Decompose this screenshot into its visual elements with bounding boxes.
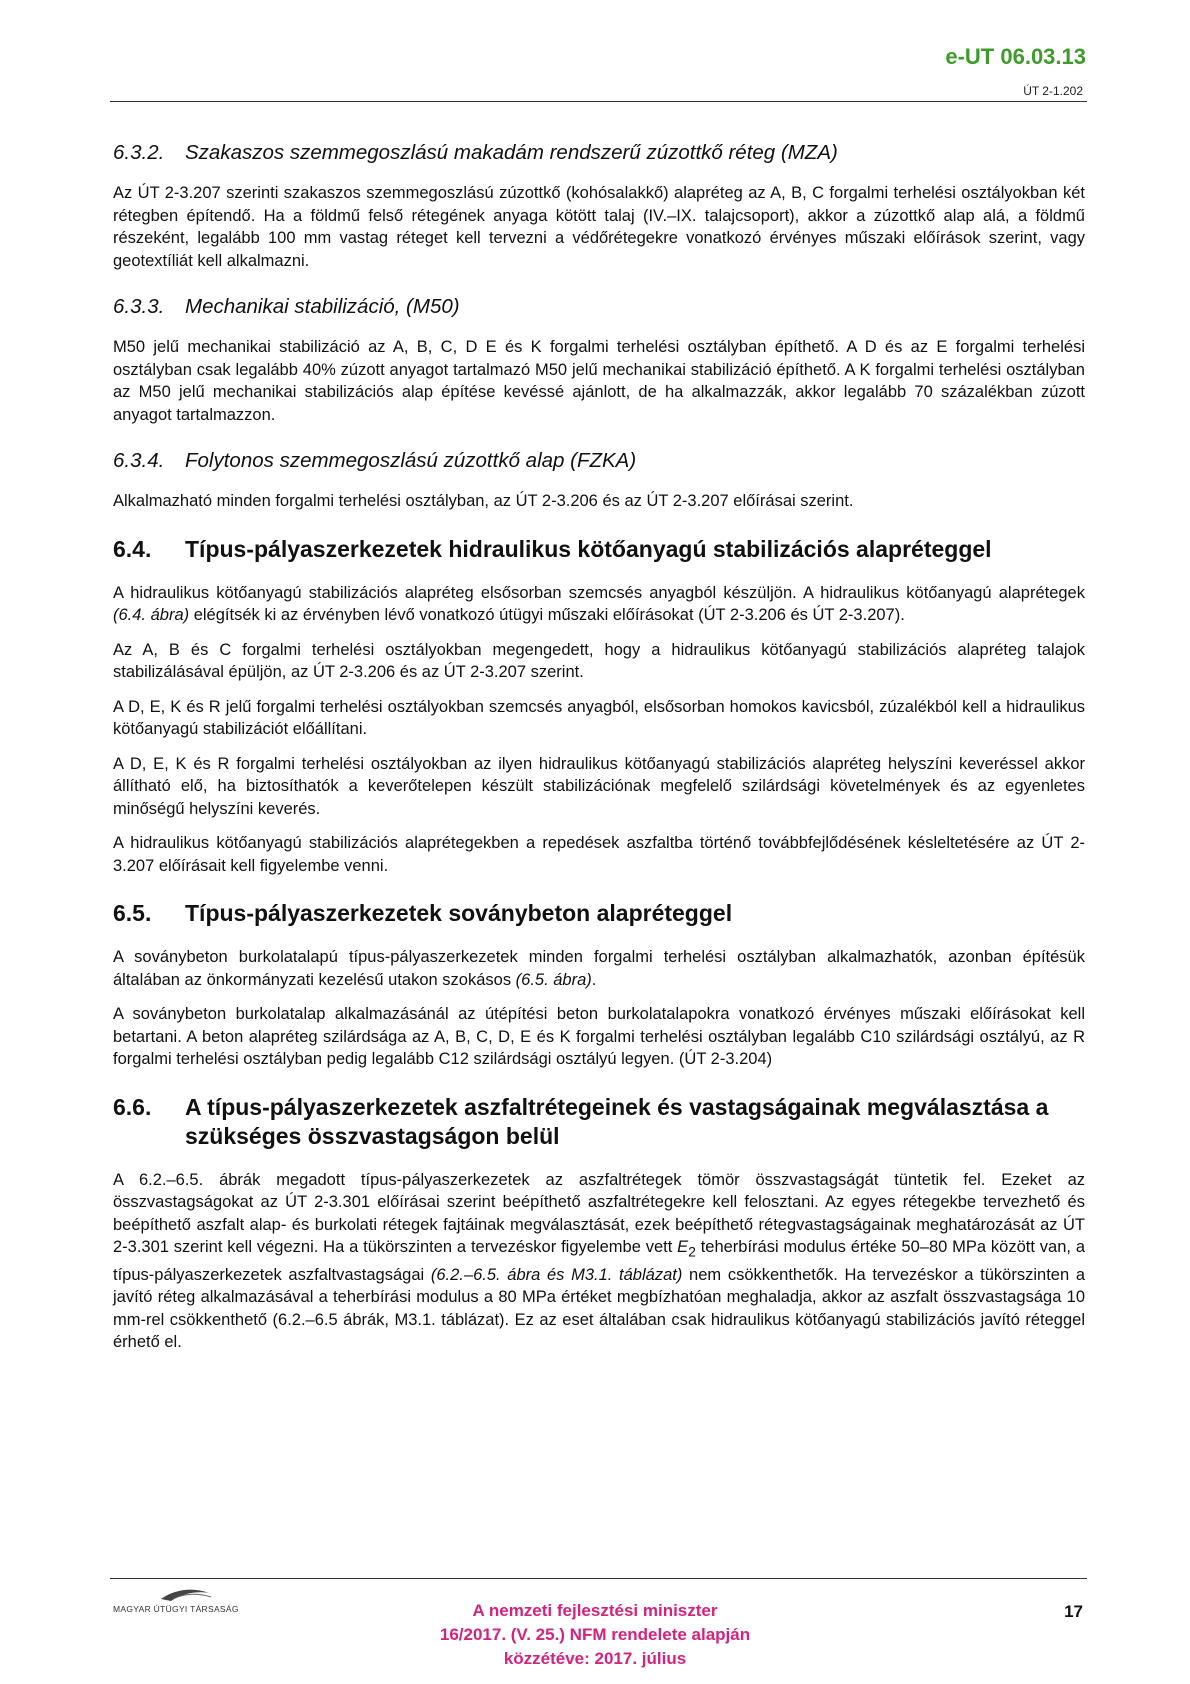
section-heading-6-3-2: 6.3.2. Szakaszos szemmegoszlású makadám rendszerű zúzottkő réteg (MZA): [113, 141, 838, 164]
paragraph: A hidraulikus kötőanyagú stabilizációs alapréteg elsősorban szemcsés anyagból készüljön. A hidraulikus kötőanyagú alaprétegek (6.4. ábra) elégítsék ki az érvényben lévő vonatkozó útügyi műszaki előírásokat (ÚT 2-3.206 és ÚT 2-3.207).: [113, 583, 1085, 624]
header-divider: [110, 101, 1087, 102]
paragraph: A D, E, K és R forgalmi terhelési osztályokban az ilyen hidraulikus kötőanyagú stabilizációs alapréteg helyszíni keveréssel akkor állítható elő, ha biztosíthatók a keverőtelepen készült stabilizációnak megfelelő szilárdsági követelmények és az egyenletes minőségű helyszíni keverés.: [113, 754, 1085, 818]
paragraph: A 6.2.–6.5. ábrák megadott típus-pályaszerkezetek az aszfaltrétegek tömör összvastagságát tüntetik fel. Ezeket az összvastagságokat az ÚT 2-3.301 előírásai szerint beépíthető aszfaltrétegekre kell felosztani. Az egyes rétegekbe tervezhető és beépíthető aszfalt alap- és burkolati rétegek fajtáinak megválasztását, ezek beépíthető rétegvastagságainak meghatározását az ÚT 2-3.301 szerint kell végezni. Ha a tükörszinten a tervezéskor figyelembe vett $E_2$ teherbírási modulus értéke 50–80 MPa között van, a típus-pályaszerkezetek aszfaltvastagságai (6.2.–6.5. ábra és M3.1. táblázat) nem csökkenthetők. Ha tervezéskor a tükörszinten a javító réteg alkalmazásával a teherbírási modulus a 80 MPa értéket megbízhatóan meghaladja, akkor az aszfalt összvastagsága 10 mm-rel csökkenthető (6.2.–6.5 ábrák, M3.1. táblázat). Ez az eset általában csak hidraulikus kötőanyagú stabilizációs javító réteggel érhető el.: [113, 1170, 1085, 1352]
section-heading-6-3-4: 6.3.4. Folytonos szemmegoszlású zúzottkő alap (FZKA): [113, 449, 637, 472]
document-code: e-UT 06.03.13: [945, 44, 1086, 69]
paragraph: A hidraulikus kötőanyagú stabilizációs alaprétegekben a repedések aszfaltba történő továbbfejlődésének késleltetésére az ÚT 2-3.207 előírásait kell figyelembe venni.: [113, 834, 1085, 875]
paragraph: Az ÚT 2-3.207 szerinti szakaszos szemmegoszlású zúzottkő (kohósalakkő) alapréteg az A, B, C forgalmi terhelési osztályokban két rétegben építendő. Ha a földmű felső rétegének anyaga kötött talaj (IV.–IX. talajcsoport), akkor a zúzottkő alap alá, a földmű részeként, legalább 100 mm vastag réteget kell tervezni a védőrétegekre vonatkozó érvényes műszaki előírások szerint, vagy geotextíliát kell alkalmazni.: [113, 184, 1085, 270]
page-number: 17: [1064, 1602, 1083, 1621]
logo-text: MAGYAR ÚTÜGYI TÁRSASÁG: [113, 1604, 239, 1614]
section-heading-6-5: 6.5. Típus-pályaszerkezetek soványbeton alapréteggel: [113, 900, 733, 926]
paragraph: A soványbeton burkolatalap alkalmazásánál az útépítési beton burkolatalapokra vonatkozó érvényes műszaki előírásokat kell betartani. A beton alapréteg szilárdsága az A, B, C, D, E és K forgalmi terhelési osztályban legalább C10 szilárdsági osztályú, az R forgalmi terhelési osztályban pedig legalább C12 szilárdsági osztályú legyen. (ÚT 2-3.204): [113, 1005, 1085, 1068]
footer-line: 16/2017. (V. 25.) NFM rendelete alapján: [439, 1625, 751, 1644]
footer-line: A nemzeti fejlesztési miniszter: [472, 1601, 718, 1620]
section-heading-6-4: 6.4. Típus-pályaszerkezetek hidraulikus kötőanyagú stabilizációs alapréteggel: [113, 535, 992, 562]
footer-line: közzétéve: 2017. július: [503, 1649, 687, 1668]
paragraph: A D, E, K és R jelű forgalmi terhelési osztályokban szemcsés anyagból, elsősorban homokos kavicsból, zúzalékból kell a hidraulikus kötőanyagú stabilizációt előállítani.: [113, 697, 1085, 738]
paragraph: Alkalmazható minden forgalmi terhelési osztályban, az ÚT 2-3.206 és az ÚT 2-3.207 előírásai szerint.: [113, 492, 854, 510]
document-subcode: ÚT 2-1.202: [1023, 84, 1083, 98]
page-body: [113, 140, 1085, 1366]
footer-publication-note: [350, 1599, 840, 1671]
paragraph: Az A, B és C forgalmi terhelési osztályokban megengedett, hogy a hidraulikus kötőanyagú stabilizációs alapréteg talajok stabilizálásával épüljön, az ÚT 2-3.206 és az ÚT 2-3.207 szerint.: [113, 640, 1085, 681]
paragraph: A soványbeton burkolatalapú típus-pályaszerkezetek minden forgalmi terhelési osztályban alkalmazhatók, azonban építésük általában az önkormányzati kezelésű utakon szokásos (6.5. ábra).: [113, 948, 1085, 989]
section-heading-6-3-3: 6.3.3. Mechanikai stabilizáció, (M50): [113, 295, 460, 318]
section-heading-6-6: 6.6. A típus-pályaszerkezetek aszfaltrétegeinek és vastagságainak megválasztása a szükséges összvastagságon belül: [113, 1093, 1049, 1149]
paragraph: M50 jelű mechanikai stabilizáció az A, B, C, D E és K forgalmi terhelési osztályban építhető. A D és az E forgalmi terhelési osztályban csak legalább 40% zúzott anyagot tartalmazó M50 jelű mechanikai stabilizáció építhető. A K forgalmi terhelési osztályban az M50 jelű mechanikai stabilizációs alap építése kevéssé ajánlott, de ha alkalmazzák, akkor legalább 70 százalékban zúzott anyagot tartalmazzon.: [113, 338, 1085, 424]
footer-divider: [110, 1578, 1087, 1579]
